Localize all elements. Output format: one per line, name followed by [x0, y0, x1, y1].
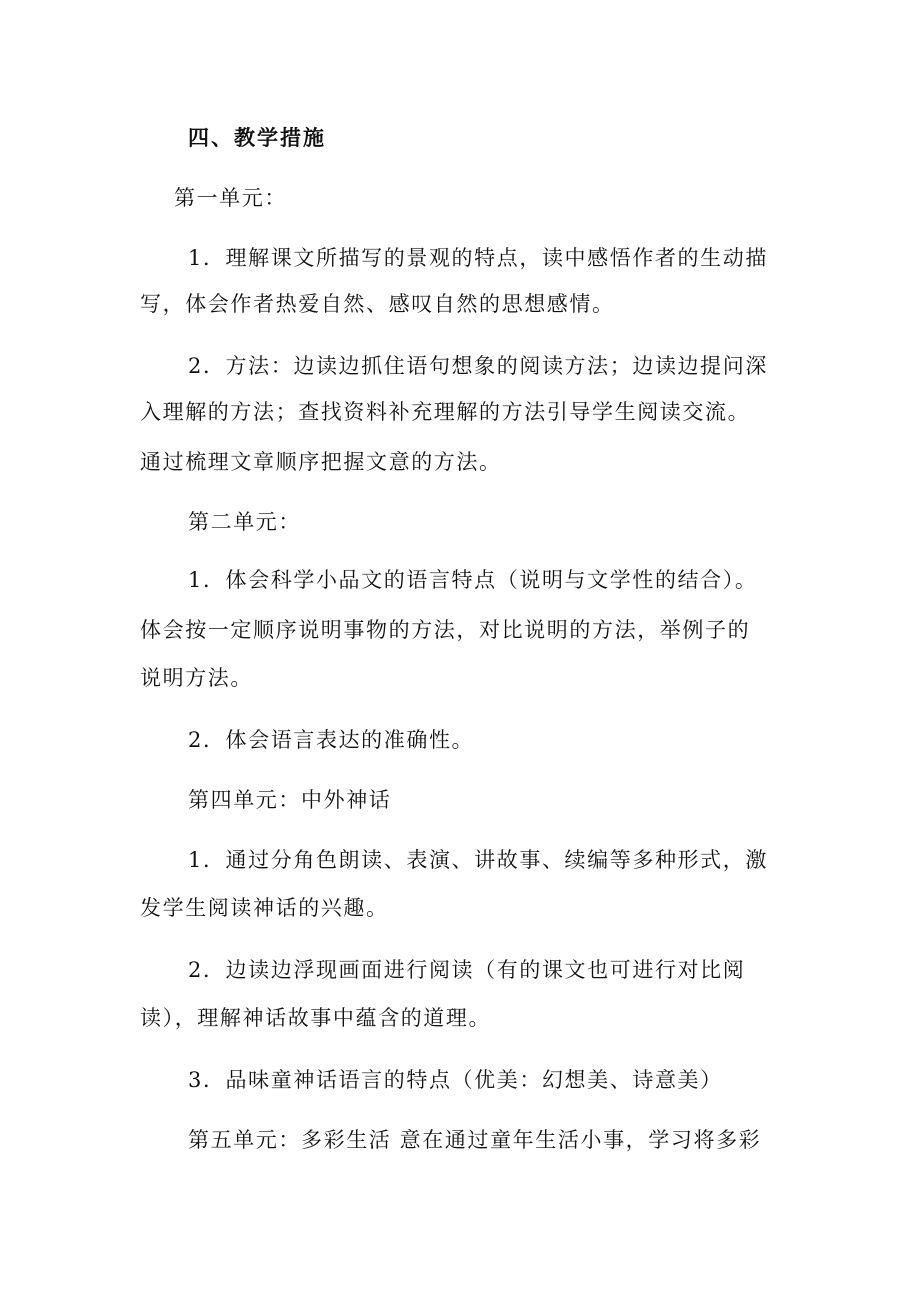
unit4-item3-line1: 3．品味童神话语言的特点（优美：幻想美、诗意美）: [188, 1068, 723, 1092]
unit4-item1-line1: 1．通过分角色朗读、表演、讲故事、续编等多种形式，激: [188, 848, 768, 872]
unit1-title: 第一单元：: [174, 186, 287, 210]
unit4-item1-line2: 发学生阅读神话的兴趣。: [140, 896, 389, 920]
unit1-item1-line1: 1．理解课文所描写的景观的特点，读中感悟作者的生动描: [188, 246, 768, 270]
unit2-title: 第二单元：: [188, 510, 301, 534]
unit1-item2-line2: 入理解的方法；查找资料补充理解的方法引导学生阅读交流。: [140, 400, 751, 424]
unit4-title: 第四单元：中外神话: [188, 788, 392, 812]
unit1-item1-line2: 写，体会作者热爱自然、感叹自然的思想感情。: [140, 292, 615, 316]
unit2-item1-line1: 1．体会科学小品文的语言特点（说明与文学性的结合）。: [188, 568, 758, 592]
unit2-item1-line3: 说明方法。: [140, 666, 253, 690]
unit4-item2-line2: 读），理解神话故事中蕴含的道理。: [140, 1006, 492, 1030]
unit1-item2-line3: 通过梳理文章顺序把握文意的方法。: [140, 450, 502, 474]
unit5-title-line1: 第五单元：多彩生活 意在通过童年生活小事，学习将多彩: [188, 1128, 762, 1152]
unit2-item2-line1: 2．体会语言表达的准确性。: [188, 728, 475, 752]
unit2-item1-line2: 体会按一定顺序说明事物的方法，对比说明的方法，举例子的: [140, 618, 751, 642]
unit1-item2-line1: 2．方法：边读边抓住语句想象的阅读方法；边读边提问深: [188, 354, 768, 378]
unit4-item2-line1: 2．边读边浮现画面进行阅读（有的课文也可进行对比阅: [188, 958, 746, 982]
section-heading: 四、教学措施: [188, 125, 326, 150]
